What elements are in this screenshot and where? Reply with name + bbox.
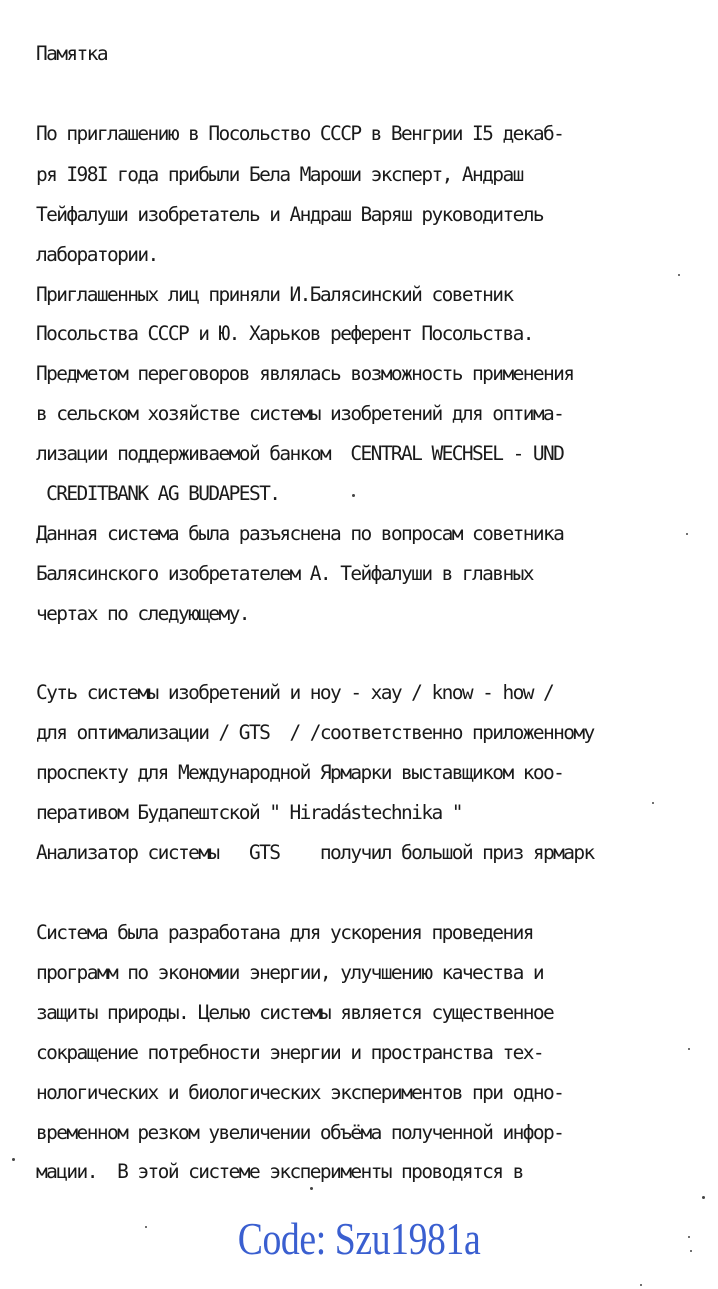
text-line: CREDITBANK AG BUDAPEST. [36, 482, 280, 505]
text-line: перативом Будапештской " Hiradástechnika " [36, 801, 462, 824]
document-title: Памятка [36, 42, 107, 65]
scan-speck [688, 1048, 690, 1050]
scan-speck [688, 1236, 690, 1238]
document-code-label: Code: Szu1981a [237, 1213, 481, 1264]
scan-speck [690, 1250, 692, 1252]
text-line: лизации поддерживаемой банком CENTRAL WECHSEL - UND [36, 442, 564, 465]
scan-speck [678, 274, 680, 276]
text-line: программ по экономии энергии, улучшению качества и [36, 961, 543, 984]
text-line: для оптимализации / GTS / /соответственно приложенному [36, 721, 594, 744]
text-line: мации. В этой системе эксперименты проводятся в [36, 1160, 523, 1183]
scan-speck [652, 802, 654, 804]
text-line: Суть системы изобретений и ноу - хау / know - how / [36, 681, 554, 704]
text-line: сокращение потребности энергии и пространства тех- [36, 1041, 543, 1064]
text-line: проспекту для Международной Ярмарки выставщиком коо- [36, 761, 564, 784]
text-line: чертах по следующему. [36, 602, 249, 625]
scan-speck [640, 1284, 642, 1286]
text-line: лаборатории. [36, 243, 158, 266]
scan-speck [352, 494, 355, 497]
text-line: Тейфалуши изобретатель и Андраш Варяш руководитель [36, 203, 543, 226]
text-line: Система была разработана для ускорения проведения [36, 921, 533, 944]
scan-speck [702, 1196, 705, 1199]
scan-speck [12, 1158, 15, 1161]
text-line: временном резком увеличении объёма полученной инфор- [36, 1121, 564, 1144]
text-line: Данная система была разъяснена по вопросам советника [36, 522, 564, 545]
scan-speck [310, 1187, 313, 1190]
text-line: ря I98I года прибыли Бела Мароши эксперт, Андраш [36, 163, 523, 186]
scan-speck [686, 533, 688, 535]
text-line: Посольства СССР и Ю. Харьков референт Посольства. [36, 322, 533, 345]
text-line: Балясинского изобретателем А. Тейфалуши в главных [36, 562, 533, 585]
scan-speck [145, 1226, 147, 1228]
text-line: По приглашению в Посольство СССР в Венгрии I5 декаб- [36, 122, 564, 145]
text-line: в сельском хозяйстве системы изобретений для оптима- [36, 402, 564, 425]
text-line: нологических и биологических экспериментов при одно- [36, 1081, 564, 1104]
text-line: Анализатор системы GTS получил большой приз ярмарк [36, 841, 594, 864]
text-line: защиты природы. Целью системы является существенное [36, 1001, 554, 1024]
text-line: Предметом переговоров являлась возможность применения [36, 362, 574, 385]
text-line: Приглашенных лиц приняли И.Балясинский советник [36, 283, 513, 306]
